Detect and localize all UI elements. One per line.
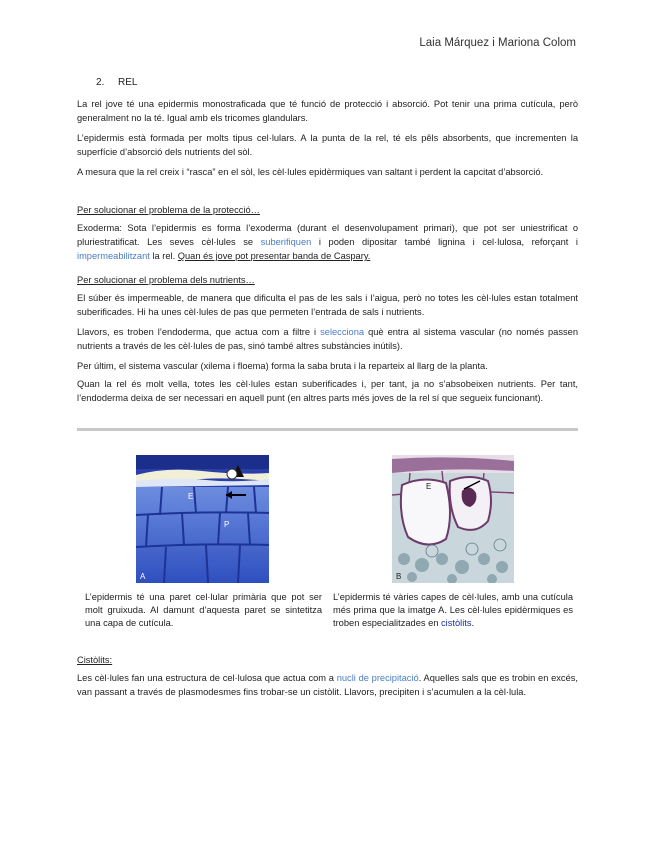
figure-b-panel-letter: B [396,572,402,581]
term-suberifiquen: suberifiquen [260,237,312,247]
cistolits-text-a: Les cèl·lules fan una estructura de cel·lulosa que actua com a [77,673,337,683]
paragraph-endoderma [77,325,578,353]
subheading-cistolits: Cistòlits: [77,655,113,665]
figure-a-image [136,455,269,583]
figure-a-label-p: P [224,520,230,529]
section-number: 2. [96,77,105,88]
exoderma-text-c: la rel. [149,251,178,261]
paragraph-suber: El súber és impermeable, de manera que dificulta el pas de les sals i l’aigua, però no totes les cèl·lules estan totalment suberificades. Hi ha unes cèl·lules de pas que permeten l’entrada de sals i nutrients. [77,293,578,317]
figure-b-caption [333,591,573,630]
term-nucli-precipitacio: nucli de precipitació [336,673,419,683]
paragraph-old-root: Quan la rel és molt vella, totes les cèl·lules estan suberificades i, per tant, ja no s’absobeixen nutrients. Per tant, l’endoderma deixa de ser necessari en aquell punt (en altres parts més joves de la rel sí que segueix funcionant). [77,379,578,403]
subheading-nutrients: Per solucionar el problema dels nutrients… [77,275,255,285]
figure-a-panel-letter: A [140,572,146,581]
term-impermeabilitzant: impermeabilitzant [77,251,150,261]
paragraph-growth: A mesura que la rel creix i “rasca” en el sòl, les cèl·lules epidèrmiques van saltant i perdent la capcitat d’absorció. [77,167,544,177]
term-selecciona: selecciona [320,327,365,337]
subheading-protection: Per solucionar el problema de la protecció… [77,205,260,215]
paragraph-vascular: Per últim, el sistema vascular (xilema i floema) forma la saba bruta i la reparteix al llarg de la planta. [77,361,488,371]
exoderma-text-a: Exoderma: Sota l’epidermis es forma l’exoderma (durant el desenvolupament primari), que pot ser uniestrificat o pluriestratificat. Les seves cèl·lules se [77,223,578,247]
exoderma-text-b: i poden dipositar també lignina i cel·lulosa, reforçant i [311,237,578,247]
figure-a-micrograph [136,455,269,583]
header-author: Laia Márquez i Mariona Colom [419,37,576,49]
exoderma-caspary-note: Quan és jove pot presentar banda de Caspary. [177,251,371,261]
endoderma-text-a: Llavors, es troben l’endoderma, que actua com a filtre i [77,327,321,337]
section-heading [96,77,137,88]
figure-b-caption-end: . [471,618,475,628]
section-title: REL [118,77,138,88]
figure-b-label-e: E [426,482,432,491]
figure-b-caption-text: L’epidermis té vàries capes de cèl·lules, amb una cutícula més prima que la imatge A. Les cèl·lules epidèrmiques es troben especialitzades en [333,592,573,628]
term-cistolits: cistòlits [441,618,472,628]
paragraph-exoderma [77,221,578,263]
paragraph-root-epidermis: La rel jove té una epidermis monostraficada que té funció de protecció i absorció. Pot tenir una prima cutícula, però generalment no la té. Igual amb els tricomes glandulars. [77,99,578,123]
figure-a-label-e: E [188,492,194,501]
paragraph-cell-types: L’epidermis està formada per molts tipus cel·lulars. A la punta de la rel, té els pêls absorbents, que incrementen la superfície d’absorció dels nutrients del sòl. [77,133,578,157]
figure-a-caption: L’epidermis té una paret cel·lular primària que pot ser molt gruixuda. Al damunt d’aquesta paret se sintetitza una capa de cutícula. [85,592,322,628]
horizontal-divider [77,428,578,431]
figure-b-micrograph [392,455,514,583]
cistolits-text-b: . Aquelles sals que es trobin en excés, van passant a través de plasmodesmes fins trobar-se un cistòlit. Llavors, precipiten i s’acumulen a la cèl·lula. [77,673,578,697]
figure-b-image [392,455,514,583]
paragraph-cistolits [77,671,578,699]
endoderma-text-b: què entra al sistema vascular (no només passen nutrients a través de les cèl·lules de pas, sinó també altres substàncies inútils). [77,327,578,351]
